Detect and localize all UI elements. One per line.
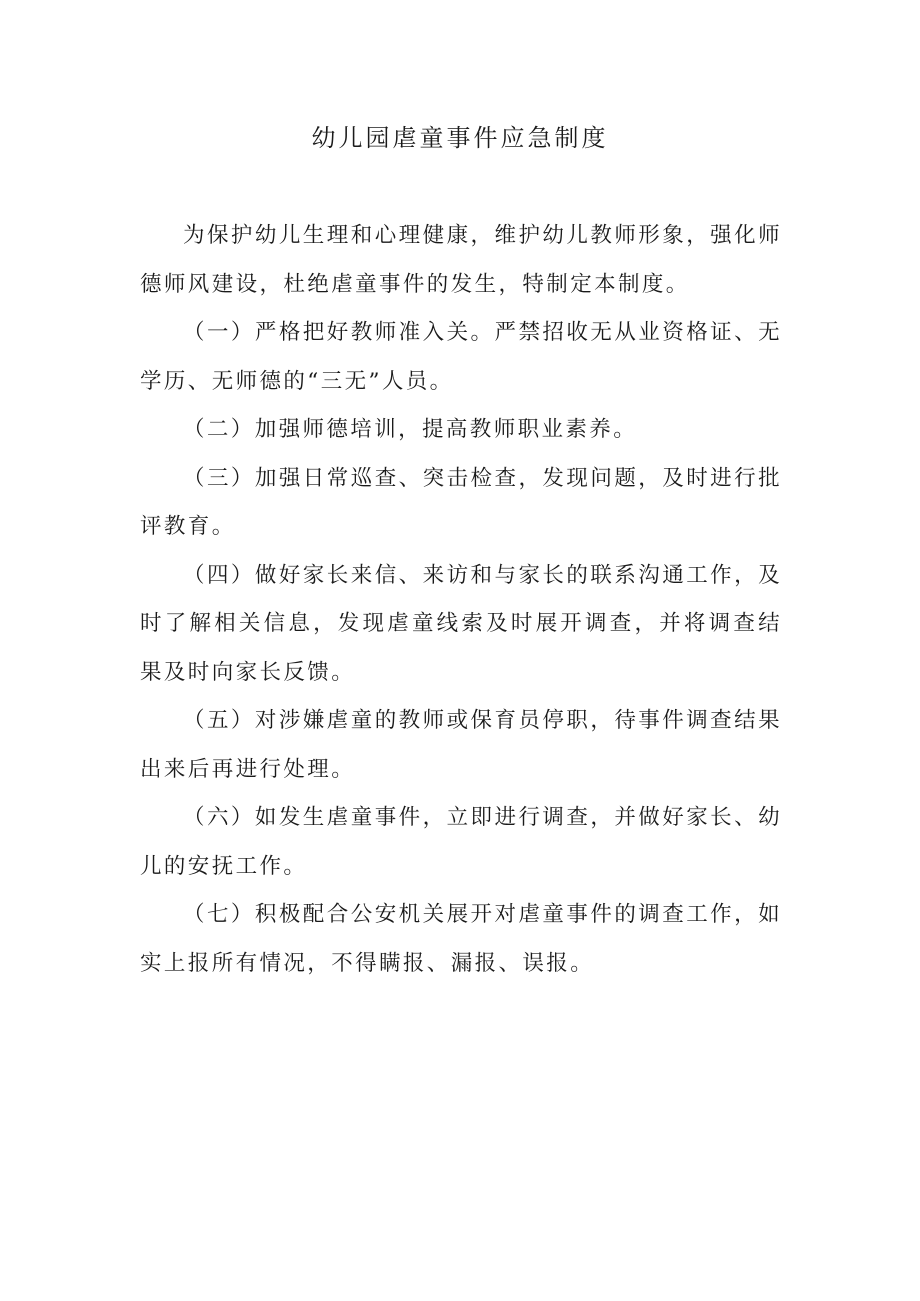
paragraph-item-4: （四）做好家长来信、来访和与家长的联系沟通工作，及时了解相关信息，发现虐童线索及时展开调查，并将调查结果及时向家长反馈。 (140, 562, 782, 685)
paragraph-item-6: （六）如发生虐童事件，立即进行调查，并做好家长、幼儿的安抚工作。 (140, 805, 782, 879)
paragraph-item-2: （二）加强师德培训，提高教师职业素养。 (183, 417, 638, 442)
paragraph-intro: 为保护幼儿生理和心理健康，维护幼儿教师形象，强化师德师风建设，杜绝虐童事件的发生，特制定本制度。 (140, 223, 782, 297)
document-title: 幼儿园虐童事件应急制度 (311, 124, 609, 152)
paragraph-item-3: （三）加强日常巡查、突击检查，发现问题，及时进行批评教育。 (140, 465, 782, 539)
document-body (140, 212, 782, 988)
paragraph-item-7: （七）积极配合公安机关展开对虐童事件的调查工作，如实上报所有情况，不得瞒报、漏报、误报。 (140, 902, 782, 976)
paragraph-item-5: （五）对涉嫌虐童的教师或保育员停职，待事件调查结果出来后再进行处理。 (140, 708, 782, 782)
paragraph-item-1: （一）严格把好教师准入关。严禁招收无从业资格证、无学历、无师德的“三无”人员。 (140, 320, 782, 394)
